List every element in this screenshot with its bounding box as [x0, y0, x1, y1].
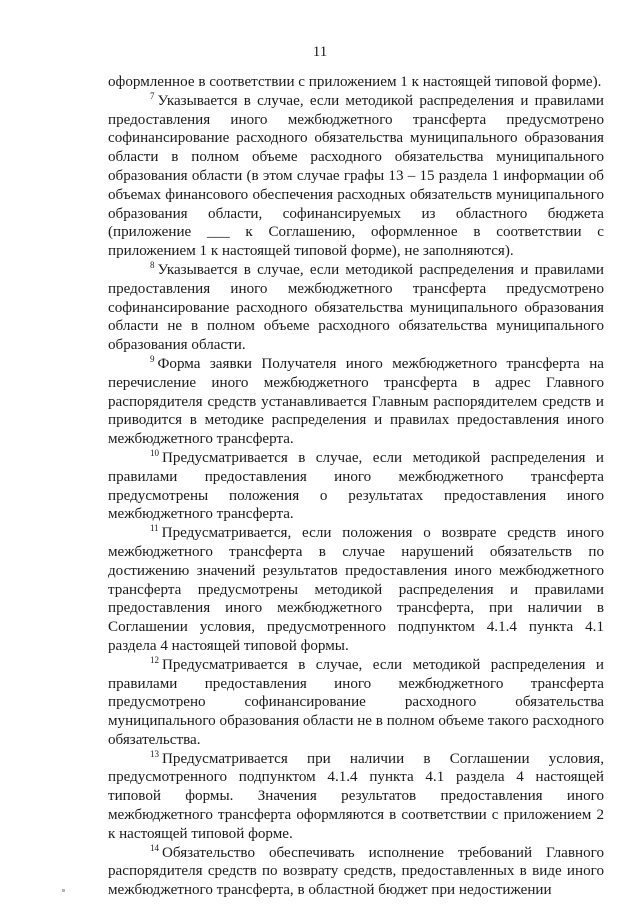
footnote-14: [108, 844, 604, 900]
footnote-marker: 9: [150, 353, 155, 364]
document-body: [108, 73, 604, 900]
footnote-marker: 13: [150, 748, 159, 759]
footnote-11: [108, 524, 604, 656]
footnote-text: Предусматривается, если положения о возврате средств иного межбюджетного трансферта в случае нарушений обязательств по достижению значений результатов предоставления иного межбюджетного трансферта предусмотрены методикой распределения и правилами предоставления иного межбюджетного трансферта, при наличии в Соглашении условия, предусмотренного подпунктом 4.1.4 пункта 4.1 раздела 4 настоящей типовой формы.: [108, 525, 604, 654]
scan-speck: [62, 889, 65, 892]
footnote-text: Предусматривается в случае, если методикой распределения и правилами предоставления иного межбюджетного трансферта предусмотрено софинансирование расходного обязательства муниципального образования области не в полном объеме такого расходного обязательства.: [108, 656, 604, 748]
footnote-marker: 7: [150, 90, 155, 101]
paragraph-text: оформленное в соответствии с приложением 1 к настоящей типовой форме).: [108, 74, 602, 90]
footnote-marker: 12: [150, 654, 159, 665]
footnote-text: Предусматривается при наличии в Соглашении условия, предусмотренного подпунктом 4.1.4 пункта 4.1 раздела 4 настоящей типовой формы. Значения результатов предоставления иного межбюджетного трансферта оформляются в соответствии с приложением 2 к настоящей типовой форме.: [108, 750, 604, 842]
paragraph-continuation: [108, 73, 604, 92]
footnote-text: Предусматривается в случае, если методикой распределения и правилами предоставления иного межбюджетного трансферта предусмотрены положения о результатах предоставления иного межбюджетного трансферта.: [108, 449, 604, 523]
footnote-7: [108, 92, 604, 261]
footnote-marker: 10: [150, 447, 159, 458]
footnote-9: [108, 355, 604, 449]
footnote-marker: 14: [150, 843, 159, 853]
footnote-8: [108, 261, 604, 355]
footnote-text: Указывается в случае, если методикой распределения и правилами предоставления иного межбюджетного трансферта предусмотрено софинансирование расходного обязательства муниципального образования области в полном объеме расходного обязательства муниципального образования области (в этом случае графы 13 – 15 раздела 1 информации об объемах финансового обеспечения расходных обязательств муниципального образования области, софинансируемых из областного бюджета (приложение ___ к Соглашению, оформленное в соответствии с приложением 1 к настоящей типовой форме), не заполняются).: [108, 92, 604, 260]
footnote-12: [108, 656, 604, 750]
footnote-13: [108, 750, 604, 844]
footnote-marker: 11: [150, 523, 159, 534]
footnote-text: Форма заявки Получателя иного межбюджетного трансферта на перечисление иного межбюджетного трансферта в адрес Главного распорядителя средств устанавливается Главным распорядителем средств и приводится в методике распределения и правилах предоставления иного межбюджетного трансферта.: [108, 355, 604, 448]
footnote-marker: 8: [150, 259, 155, 270]
footnote-text: Обязательство обеспечивать исполнение требований Главного распорядителя средств по возврату средств, предоставленных в виде иного межбюджетного трансферта, в областной бюджет при недостижении: [108, 844, 604, 899]
page-number: 11: [312, 44, 328, 60]
footnote-text: Указывается в случае, если методикой распределения и правилами предоставления иного межбюджетного трансферта предусмотрено софинансирование расходного обязательства муниципального образования области не в полном объеме расходного обязательства муниципального образования области.: [108, 261, 604, 354]
footnote-10: [108, 449, 604, 524]
